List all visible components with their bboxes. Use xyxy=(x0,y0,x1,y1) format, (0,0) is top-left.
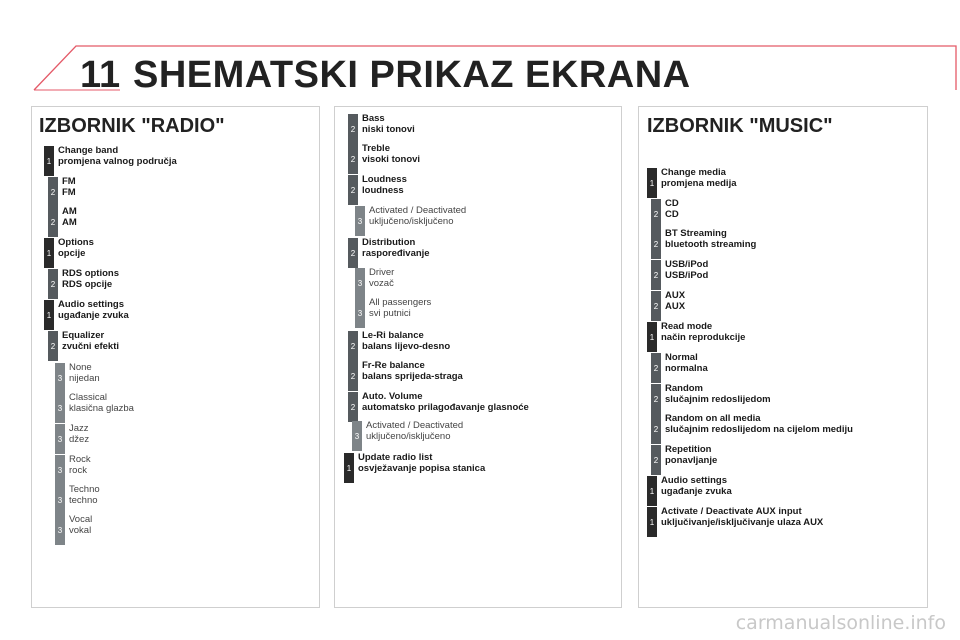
item-label-en: Auto. Volume xyxy=(362,391,423,402)
item-label-hr: AUX xyxy=(665,300,686,312)
item-label-en: BT Streaming xyxy=(665,228,727,239)
item-label-en: Le-Ri balance xyxy=(362,330,424,341)
level-badge: 3 xyxy=(55,363,65,393)
level-badge: 3 xyxy=(55,455,65,485)
item-label-en: USB/iPod xyxy=(665,259,709,270)
level-badge: 2 xyxy=(348,361,358,391)
level-badge: 2 xyxy=(348,175,358,205)
level-badge: 2 xyxy=(348,238,358,268)
level-badge: 3 xyxy=(55,485,65,515)
item-label-en: Audio settings xyxy=(58,299,124,310)
level-badge: 1 xyxy=(44,300,54,330)
item-label-hr: slučajnim redoslijedom na cijelom mediju xyxy=(665,423,853,435)
item-label-hr: bluetooth streaming xyxy=(665,238,757,250)
item-label-en: Jazz xyxy=(69,423,89,434)
item-label-en: None xyxy=(69,362,92,373)
level-badge: 3 xyxy=(355,298,365,328)
item-label-en: Activated / Deactivated xyxy=(369,205,467,216)
item-label-hr: USB/iPod xyxy=(665,269,709,281)
item-label-hr: nijedan xyxy=(69,372,100,384)
level-badge: 2 xyxy=(348,392,358,422)
item-label-hr: ugađanje zvuka xyxy=(661,485,732,497)
watermark: carmanualsonline.info xyxy=(735,612,946,634)
level-badge: 2 xyxy=(48,177,58,207)
level-badge: 1 xyxy=(647,168,657,198)
item-label-en: Equalizer xyxy=(62,330,105,341)
item-label-hr: normalna xyxy=(665,362,708,374)
item-label-hr: uključivanje/isključivanje ulaza AUX xyxy=(661,516,824,528)
level-badge: 1 xyxy=(647,507,657,537)
item-label-hr: vokal xyxy=(69,524,92,536)
level-badge: 2 xyxy=(651,291,661,321)
level-badge: 2 xyxy=(651,445,661,475)
level-badge: 2 xyxy=(651,260,661,290)
item-label-hr: visoki tonovi xyxy=(362,153,421,165)
item-label-hr: RDS opcije xyxy=(62,278,113,290)
item-label-hr: uključeno/isključeno xyxy=(369,215,454,227)
item-label-hr: AM xyxy=(62,216,77,228)
level-badge: 2 xyxy=(651,414,661,444)
item-label-hr: klasična glazba xyxy=(69,402,134,414)
level-badge: 1 xyxy=(44,238,54,268)
level-badge: 3 xyxy=(355,206,365,236)
item-label-en: Activate / Deactivate AUX input xyxy=(661,506,802,517)
item-label-en: Distribution xyxy=(362,237,416,248)
level-badge: 2 xyxy=(651,199,661,229)
item-label-en: AM xyxy=(62,206,77,217)
item-label-en: Vocal xyxy=(69,514,93,525)
item-label-en: Random on all media xyxy=(665,413,761,424)
item-label-hr: džez xyxy=(69,433,90,445)
item-label-en: Fr-Re balance xyxy=(362,360,425,371)
item-label-hr: FM xyxy=(62,186,76,198)
item-label-hr: osvježavanje popisa stanica xyxy=(358,462,486,474)
item-label-en: Bass xyxy=(362,113,385,124)
item-label-hr: uključeno/isključeno xyxy=(366,430,451,442)
item-label-en: All passengers xyxy=(369,297,432,308)
item-label-en: Repetition xyxy=(665,444,712,455)
item-label-hr: niski tonovi xyxy=(362,123,415,135)
item-label-en: Change band xyxy=(58,145,119,156)
level-badge: 2 xyxy=(348,331,358,361)
item-label-hr: ponavljanje xyxy=(665,454,718,466)
level-badge: 2 xyxy=(651,229,661,259)
level-badge: 3 xyxy=(55,424,65,454)
item-label-en: Random xyxy=(665,383,703,394)
item-label-hr: ugađanje zvuka xyxy=(58,309,129,321)
item-label-hr: raspoređivanje xyxy=(362,247,430,259)
level-badge: 2 xyxy=(651,353,661,383)
item-label-en: Loudness xyxy=(362,174,407,185)
item-label-hr: svi putnici xyxy=(369,307,411,319)
item-label-en: Audio settings xyxy=(661,475,727,486)
item-label-en: Read mode xyxy=(661,321,713,332)
item-label-en: Options xyxy=(58,237,94,248)
item-label-hr: CD xyxy=(665,208,679,220)
item-label-en: Techno xyxy=(69,484,100,495)
level-badge: 2 xyxy=(651,384,661,414)
item-label-en: RDS options xyxy=(62,268,119,279)
level-badge: 1 xyxy=(647,476,657,506)
item-label-hr: loudness xyxy=(362,184,404,196)
item-label-en: Change media xyxy=(661,167,726,178)
item-label-en: AUX xyxy=(665,290,686,301)
item-label-hr: balans sprijeda-straga xyxy=(362,370,463,382)
item-label-hr: slučajnim redoslijedom xyxy=(665,393,771,405)
level-badge: 3 xyxy=(55,393,65,423)
item-label-hr: promjena valnog područja xyxy=(58,155,177,167)
item-label-hr: techno xyxy=(69,494,98,506)
level-badge: 2 xyxy=(348,144,358,174)
item-label-hr: vozač xyxy=(369,277,394,289)
level-badge: 2 xyxy=(348,114,358,144)
level-badge: 2 xyxy=(48,269,58,299)
level-badge: 2 xyxy=(48,331,58,361)
item-label-en: Treble xyxy=(362,143,390,154)
item-label-en: Activated / Deactivated xyxy=(366,420,464,431)
level-badge: 1 xyxy=(344,453,354,483)
level-badge: 1 xyxy=(647,322,657,352)
item-label-hr: rock xyxy=(69,464,87,476)
chapter-number: 11 xyxy=(80,54,121,96)
level-badge: 3 xyxy=(352,421,362,451)
item-label-en: FM xyxy=(62,176,76,187)
item-label-en: CD xyxy=(665,198,679,209)
item-label-hr: opcije xyxy=(58,247,86,259)
level-badge: 3 xyxy=(355,268,365,298)
level-badge: 3 xyxy=(55,515,65,545)
radio-menu-heading: IZBORNIK "RADIO" xyxy=(39,115,225,137)
item-label-en: Classical xyxy=(69,392,108,403)
item-label-hr: zvučni efekti xyxy=(62,340,120,352)
item-label-hr: automatsko prilagođavanje glasnoće xyxy=(362,401,529,413)
level-badge: 2 xyxy=(48,207,58,237)
item-label-en: Normal xyxy=(665,352,698,363)
item-label-en: Driver xyxy=(369,267,395,278)
music-menu-heading: IZBORNIK "MUSIC" xyxy=(647,115,833,137)
item-label-en: Rock xyxy=(69,454,91,465)
item-label-hr: promjena medija xyxy=(661,177,737,189)
item-label-hr: način reprodukcije xyxy=(661,331,746,343)
item-label-en: Update radio list xyxy=(358,452,433,463)
page-title: SHEMATSKI PRIKAZ EKRANA xyxy=(133,54,691,96)
item-label-hr: balans lijevo-desno xyxy=(362,340,451,352)
level-badge: 1 xyxy=(44,146,54,176)
